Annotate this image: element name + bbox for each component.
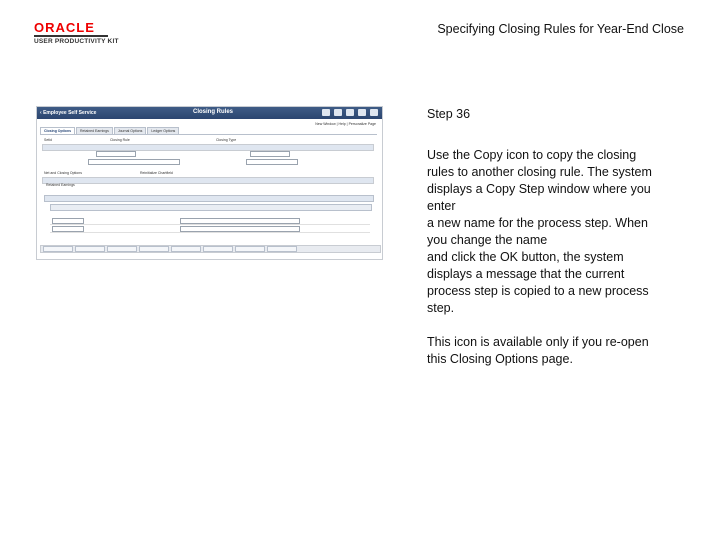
screenshot-section-header [42, 144, 374, 151]
logo-wordmark: ORACLE [34, 20, 95, 35]
instruction-panel [427, 106, 689, 385]
screenshot-page-title: Closing Rules [193, 109, 234, 115]
screenshot-section-header [42, 177, 374, 184]
screenshot-button-bar [40, 245, 381, 253]
menu-icon [358, 109, 366, 116]
tab-retained-earnings: Retained Earnings [76, 127, 113, 134]
screenshot-field-label: Reinitialize Chartfield [140, 171, 173, 175]
screenshot-row-field [180, 226, 300, 232]
screenshot-date-field [96, 151, 136, 157]
tab-ledger-options: Ledger Options [147, 127, 179, 134]
screenshot-next-button [139, 246, 169, 252]
compass-icon [370, 109, 378, 116]
screenshot-update-button [235, 246, 265, 252]
instruction-paragraph: Use the Copy icon to copy the closing rules to another closing rule. The system displays a Copy Step window where you enter a new name for the process step. When you change the name and click the OK button, the system displays a message that the current process step is copied to a new process step. [427, 148, 652, 315]
table-row [50, 225, 370, 233]
screenshot-tabs [40, 127, 179, 134]
screenshot-previous-button [107, 246, 137, 252]
screenshot-add-button [203, 246, 233, 252]
screenshot-row-field [180, 218, 300, 224]
logo-subtitle: USER PRODUCTIVITY KIT [34, 38, 119, 45]
screenshot-save-button [43, 246, 73, 252]
screenshot-ledger-field [246, 159, 298, 165]
screenshot-row-field [52, 226, 84, 232]
screenshot-row-field [52, 218, 84, 224]
screenshot-return-button [75, 246, 105, 252]
screenshot-back-link: ‹ Employee Self Service [40, 110, 97, 116]
step-number: Step 36 [427, 107, 471, 121]
screenshot-grid-header [44, 195, 374, 202]
screenshot-status-field [250, 151, 290, 157]
oracle-upk-logo [34, 22, 124, 45]
screenshot-form-panel [40, 134, 377, 245]
screenshot-header-links: New Window | Help | Personalize Page [315, 122, 376, 126]
screenshot-field-label: Closing Rule [110, 138, 130, 142]
home-icon [322, 109, 330, 116]
logo-divider [34, 35, 108, 37]
screenshot-description-field [88, 159, 180, 165]
tab-journal-options: Journal Options [114, 127, 147, 134]
screenshot-field-label: Net and Closing Options [44, 171, 82, 175]
screenshot-field-label: Retained Earnings [46, 183, 75, 187]
screenshot-notify-button [171, 246, 201, 252]
screenshot-history-button [267, 246, 297, 252]
screenshot-title-bar [37, 107, 382, 119]
flag-icon [346, 109, 354, 116]
tab-closing-options: Closing Options [40, 127, 75, 134]
page-title: Specifying Closing Rules for Year-End Close [437, 22, 684, 36]
screenshot-field-label: Closing Type [216, 138, 237, 142]
screenshot-toolbar-icons [322, 109, 378, 116]
table-row [50, 217, 370, 225]
search-icon [334, 109, 342, 116]
screenshot-grid-columns [50, 204, 372, 211]
screenshot-field-label: Setid [44, 138, 52, 142]
instruction-note: This icon is available only if you re-open this Closing Options page. [427, 335, 649, 366]
embedded-screenshot [36, 106, 383, 260]
